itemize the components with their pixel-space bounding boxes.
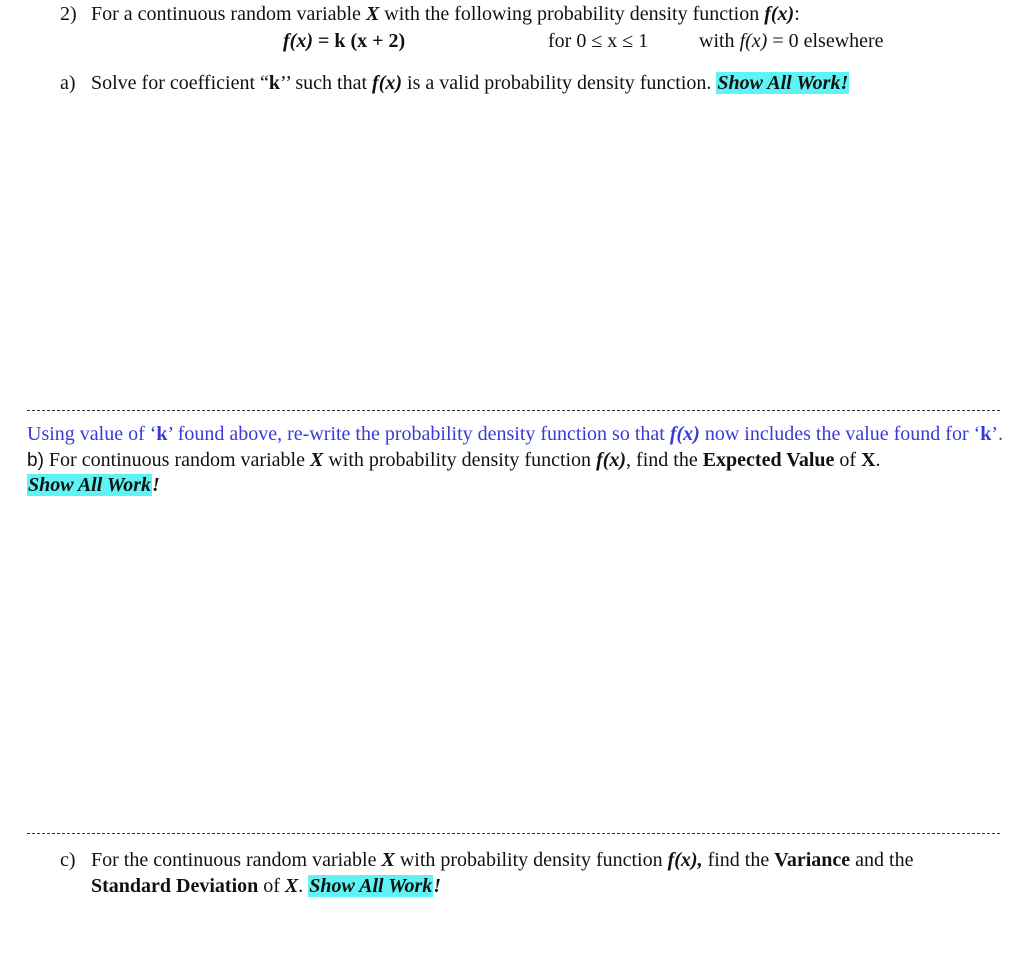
part-b-show-work: Show All Work! [28,474,160,496]
part-c-label: c) [60,849,76,871]
part-c-question-cont: Standard Deviation of X. Show All Work! [91,875,442,897]
question-number: 2) [60,3,77,25]
pdf-domain: for 0 ≤ x ≤ 1 [548,30,649,52]
show-work-highlight: Show All Work! [717,72,849,94]
part-a-question: Solve for coefficient “k’’ such that f(x) is a valid probability density function. Show All Work! [91,72,849,94]
rewrite-note: Using value of ‘k’ found above, re-write the probability density function so that f(x) now includes the value found for ‘k’. [27,423,1004,445]
section-divider [27,410,1000,411]
part-b-question: b) For continuous random variable X with probability density function f(x), find the Expected Value of X. [27,449,881,471]
part-c-question: For the continuous random variable X with probability density function f(x), find the Variance and the [91,849,914,871]
part-a-label: a) [60,72,76,94]
question-intro: For a continuous random variable X with the following probability density function f(x): [91,3,800,25]
pdf-elsewhere: with f(x) = 0 elsewhere [699,30,884,52]
pdf-formula: f(x) = k (x + 2) [283,30,406,52]
section-divider [27,833,1000,834]
